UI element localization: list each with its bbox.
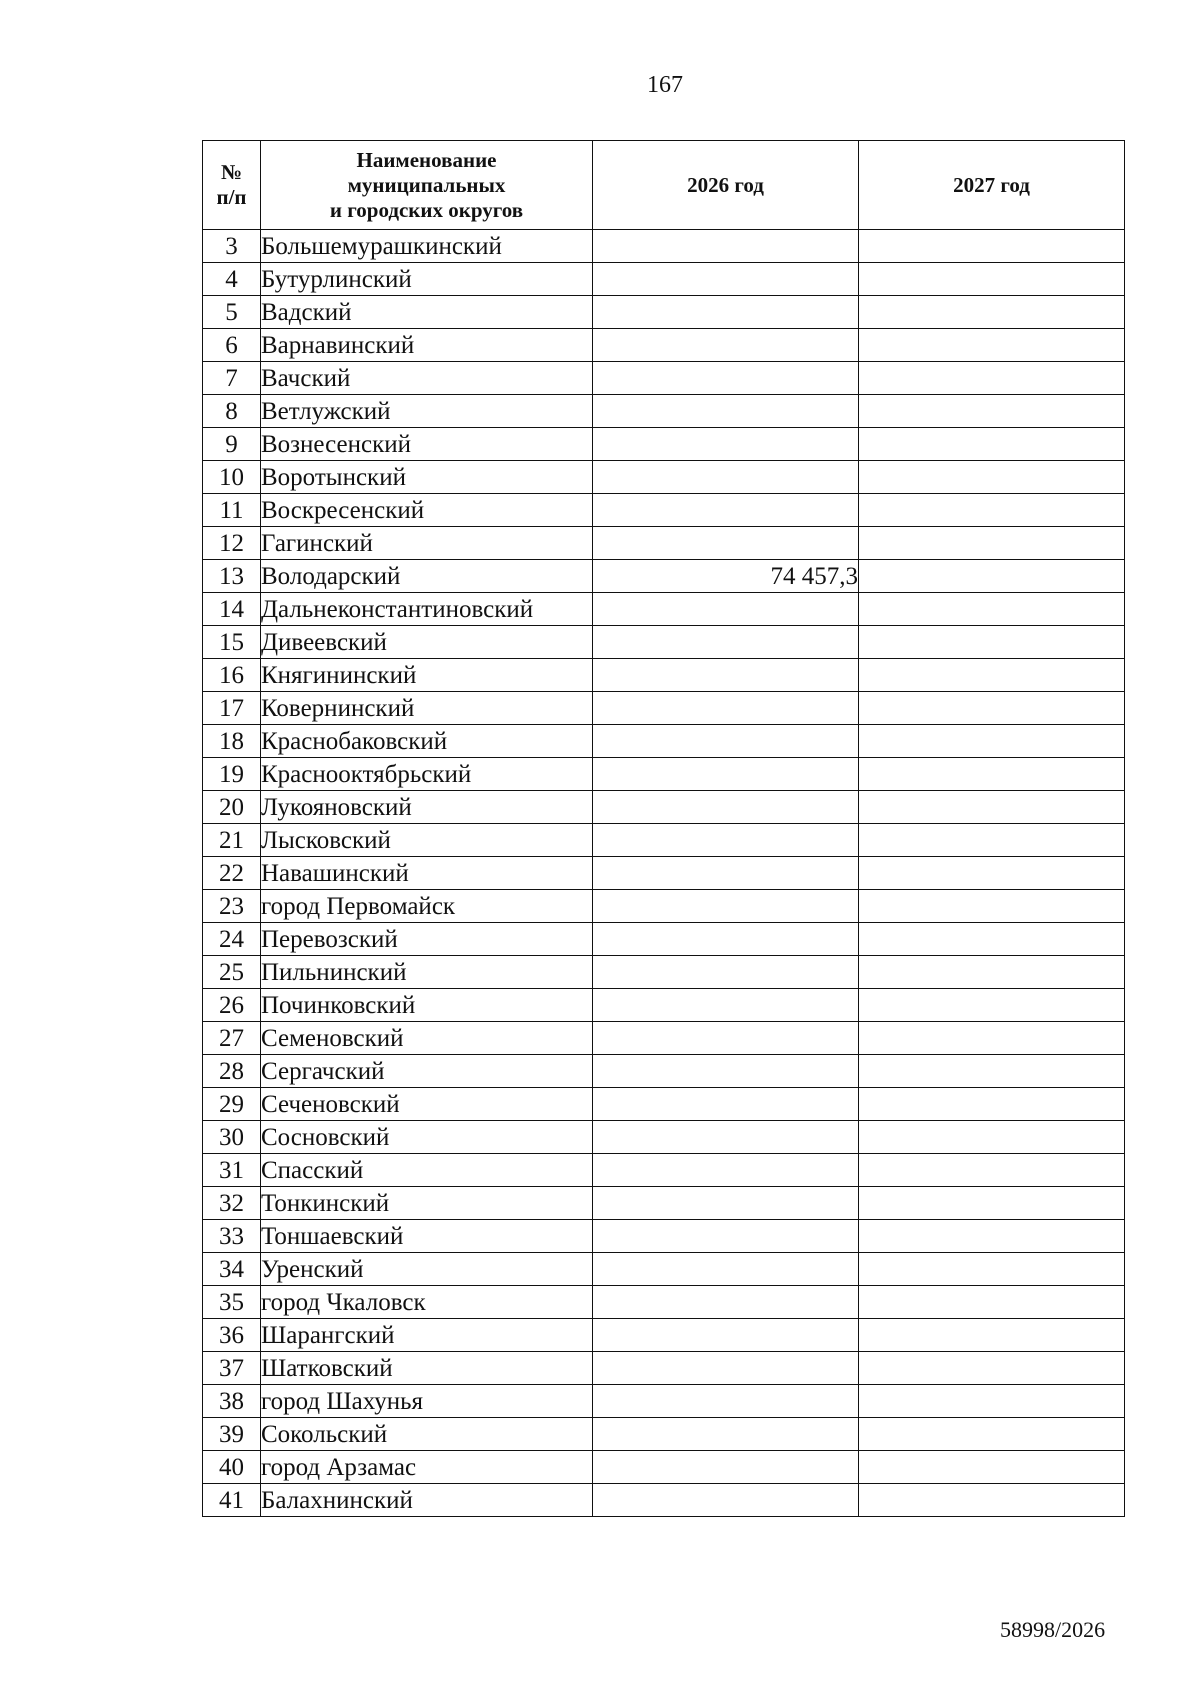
value-2026 (593, 593, 859, 626)
header-municipality-name: Наименование муниципальных и городских округов (261, 141, 593, 230)
value-2027 (859, 1055, 1125, 1088)
document-code: 58998/2026 (1000, 1617, 1106, 1642)
table-row (203, 1352, 1125, 1385)
row-number: 9 (203, 428, 261, 461)
municipality-name: Сергачский (261, 1055, 593, 1088)
table-row (203, 1121, 1125, 1154)
value-2026 (593, 1121, 859, 1154)
municipality-name: Володарский (261, 560, 593, 593)
row-number: 40 (203, 1451, 261, 1484)
row-number: 3 (203, 230, 261, 263)
municipality-name: Краснооктябрьский (261, 758, 593, 791)
value-2027 (859, 329, 1125, 362)
budget-table (202, 140, 1125, 1517)
row-number: 27 (203, 1022, 261, 1055)
municipality-name: Гагинский (261, 527, 593, 560)
municipality-name: город Шахунья (261, 1385, 593, 1418)
value-2027 (859, 1088, 1125, 1121)
table-row (203, 989, 1125, 1022)
page-number: 167 (647, 72, 683, 98)
row-number: 20 (203, 791, 261, 824)
table-row (203, 1055, 1125, 1088)
table-row (203, 296, 1125, 329)
table-row (203, 494, 1125, 527)
value-2026 (593, 1154, 859, 1187)
value-2026 (593, 890, 859, 923)
table-row (203, 1484, 1125, 1517)
value-2026 (593, 1385, 859, 1418)
value-2026 (593, 329, 859, 362)
value-2027 (859, 626, 1125, 659)
municipality-name: Большемурашкинский (261, 230, 593, 263)
table-row (203, 329, 1125, 362)
value-2026 (593, 1253, 859, 1286)
value-2026 (593, 494, 859, 527)
row-number: 35 (203, 1286, 261, 1319)
table-row (203, 890, 1125, 923)
value-2026 (593, 1418, 859, 1451)
table-row (203, 230, 1125, 263)
row-number: 4 (203, 263, 261, 296)
row-number: 14 (203, 593, 261, 626)
municipality-name: город Арзамас (261, 1451, 593, 1484)
row-number: 5 (203, 296, 261, 329)
table-row (203, 395, 1125, 428)
value-2026 (593, 1055, 859, 1088)
value-2027 (859, 857, 1125, 890)
municipality-name: Пильнинский (261, 956, 593, 989)
row-number: 28 (203, 1055, 261, 1088)
municipality-name: город Чкаловск (261, 1286, 593, 1319)
municipality-name: Ковернинский (261, 692, 593, 725)
municipality-name: Бутурлинский (261, 263, 593, 296)
row-number: 15 (203, 626, 261, 659)
value-2027 (859, 1352, 1125, 1385)
row-number: 13 (203, 560, 261, 593)
value-2027 (859, 1319, 1125, 1352)
value-2027 (859, 725, 1125, 758)
value-2027 (859, 1286, 1125, 1319)
row-number: 26 (203, 989, 261, 1022)
municipality-name: Княгининский (261, 659, 593, 692)
table-row (203, 626, 1125, 659)
value-2026 (593, 1352, 859, 1385)
value-2026 (593, 263, 859, 296)
municipality-name: Воскресенский (261, 494, 593, 527)
table-row (203, 725, 1125, 758)
value-2026 (593, 791, 859, 824)
value-2027 (859, 1154, 1125, 1187)
table-row (203, 263, 1125, 296)
municipality-name: Перевозский (261, 923, 593, 956)
value-2027 (859, 1451, 1125, 1484)
value-2027 (859, 1022, 1125, 1055)
municipality-name: Дивеевский (261, 626, 593, 659)
value-2027 (859, 956, 1125, 989)
value-2026 (593, 527, 859, 560)
municipality-name: Сокольский (261, 1418, 593, 1451)
value-2026 (593, 725, 859, 758)
value-2026 (593, 1088, 859, 1121)
table-row (203, 1253, 1125, 1286)
value-2027 (859, 527, 1125, 560)
value-2027 (859, 494, 1125, 527)
municipality-name: Починковский (261, 989, 593, 1022)
value-2026 (593, 923, 859, 956)
value-2027 (859, 824, 1125, 857)
value-2026 (593, 461, 859, 494)
value-2027 (859, 923, 1125, 956)
header-number: № п/п (203, 141, 261, 230)
row-number: 6 (203, 329, 261, 362)
table-row (203, 1220, 1125, 1253)
value-2026 (593, 989, 859, 1022)
value-2027 (859, 1121, 1125, 1154)
row-number: 22 (203, 857, 261, 890)
value-2026 (593, 1484, 859, 1517)
municipality-name: Ветлужский (261, 395, 593, 428)
value-2027 (859, 461, 1125, 494)
municipality-name: Шарангский (261, 1319, 593, 1352)
municipality-name: Лукояновский (261, 791, 593, 824)
table-row (203, 527, 1125, 560)
value-2026 (593, 1319, 859, 1352)
row-number: 39 (203, 1418, 261, 1451)
value-2026 (593, 659, 859, 692)
value-2027 (859, 1385, 1125, 1418)
municipality-name: Вадский (261, 296, 593, 329)
row-number: 32 (203, 1187, 261, 1220)
row-number: 19 (203, 758, 261, 791)
value-2027 (859, 1253, 1125, 1286)
value-2027 (859, 560, 1125, 593)
row-number: 37 (203, 1352, 261, 1385)
value-2026 (593, 1220, 859, 1253)
value-2027 (859, 1187, 1125, 1220)
table-row (203, 824, 1125, 857)
table-row (203, 362, 1125, 395)
row-number: 25 (203, 956, 261, 989)
municipality-name: Семеновский (261, 1022, 593, 1055)
table-row (203, 758, 1125, 791)
row-number: 21 (203, 824, 261, 857)
value-2026 (593, 296, 859, 329)
value-2027 (859, 989, 1125, 1022)
row-number: 10 (203, 461, 261, 494)
value-2027 (859, 758, 1125, 791)
municipality-name: Балахнинский (261, 1484, 593, 1517)
row-number: 16 (203, 659, 261, 692)
table-body (203, 230, 1125, 1517)
header-year-2027: 2027 год (859, 141, 1125, 230)
table-row (203, 1418, 1125, 1451)
table-row (203, 923, 1125, 956)
value-2026 (593, 362, 859, 395)
municipality-name: Тоншаевский (261, 1220, 593, 1253)
value-2027 (859, 296, 1125, 329)
table-row (203, 560, 1125, 593)
table-row (203, 1385, 1125, 1418)
header-year-2026: 2026 год (593, 141, 859, 230)
municipality-name: Уренский (261, 1253, 593, 1286)
municipality-name: Навашинский (261, 857, 593, 890)
row-number: 29 (203, 1088, 261, 1121)
table-row (203, 791, 1125, 824)
municipality-name: Спасский (261, 1154, 593, 1187)
value-2027 (859, 890, 1125, 923)
municipality-name: Тонкинский (261, 1187, 593, 1220)
row-number: 11 (203, 494, 261, 527)
row-number: 12 (203, 527, 261, 560)
row-number: 36 (203, 1319, 261, 1352)
municipality-name: Лысковский (261, 824, 593, 857)
municipality-name: Вознесенский (261, 428, 593, 461)
municipality-name: Варнавинский (261, 329, 593, 362)
value-2026 (593, 857, 859, 890)
municipality-name: Вачский (261, 362, 593, 395)
municipality-name: Воротынский (261, 461, 593, 494)
value-2026 (593, 692, 859, 725)
value-2026 (593, 824, 859, 857)
table-row (203, 659, 1125, 692)
value-2026 (593, 1286, 859, 1319)
municipality-name: Сосновский (261, 1121, 593, 1154)
row-number: 31 (203, 1154, 261, 1187)
row-number: 41 (203, 1484, 261, 1517)
value-2026: 74 457,3 (593, 560, 859, 593)
table-row (203, 1088, 1125, 1121)
row-number: 30 (203, 1121, 261, 1154)
value-2026 (593, 626, 859, 659)
value-2027 (859, 230, 1125, 263)
value-2027 (859, 791, 1125, 824)
table-row (203, 692, 1125, 725)
table-row (203, 857, 1125, 890)
value-2026 (593, 1451, 859, 1484)
table-row (203, 1022, 1125, 1055)
value-2027 (859, 263, 1125, 296)
row-number: 33 (203, 1220, 261, 1253)
value-2027 (859, 1220, 1125, 1253)
value-2026 (593, 230, 859, 263)
table-row (203, 1319, 1125, 1352)
value-2027 (859, 659, 1125, 692)
value-2027 (859, 1418, 1125, 1451)
municipality-name: Краснобаковский (261, 725, 593, 758)
value-2026 (593, 956, 859, 989)
value-2026 (593, 1187, 859, 1220)
table-row (203, 956, 1125, 989)
header-row (203, 141, 1125, 230)
value-2026 (593, 395, 859, 428)
value-2026 (593, 1022, 859, 1055)
value-2026 (593, 758, 859, 791)
row-number: 7 (203, 362, 261, 395)
value-2027 (859, 362, 1125, 395)
row-number: 38 (203, 1385, 261, 1418)
row-number: 17 (203, 692, 261, 725)
value-2026 (593, 428, 859, 461)
table-row (203, 1187, 1125, 1220)
row-number: 23 (203, 890, 261, 923)
value-2027 (859, 395, 1125, 428)
table-row (203, 428, 1125, 461)
row-number: 24 (203, 923, 261, 956)
row-number: 34 (203, 1253, 261, 1286)
value-2027 (859, 593, 1125, 626)
table-row (203, 461, 1125, 494)
table-header (203, 141, 1125, 230)
municipality-name: Сеченовский (261, 1088, 593, 1121)
value-2027 (859, 428, 1125, 461)
row-number: 18 (203, 725, 261, 758)
table-row (203, 1451, 1125, 1484)
table-row (203, 1154, 1125, 1187)
table-row (203, 1286, 1125, 1319)
value-2027 (859, 1484, 1125, 1517)
value-2027 (859, 692, 1125, 725)
row-number: 8 (203, 395, 261, 428)
municipality-name: город Первомайск (261, 890, 593, 923)
municipality-name: Шатковский (261, 1352, 593, 1385)
table-row (203, 593, 1125, 626)
municipality-name: Дальнеконстантиновский (261, 593, 593, 626)
